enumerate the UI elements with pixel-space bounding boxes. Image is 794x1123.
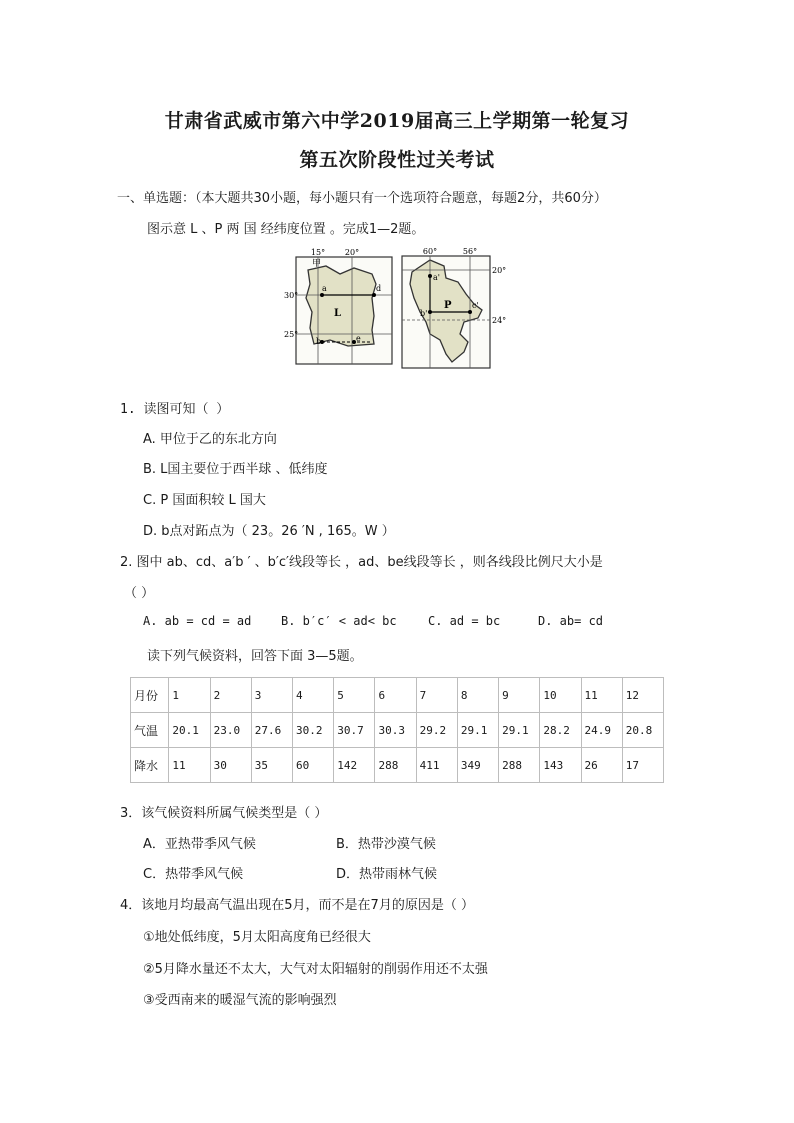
q3-option-a: A．亚热带季风气候 xyxy=(143,837,256,852)
q2-stem-cont: （ ） xyxy=(124,586,155,601)
map-right-lon-56: 56° xyxy=(462,247,478,256)
table-cell: 143 xyxy=(540,748,581,783)
table-cell: 30.3 xyxy=(375,713,416,748)
q1-2-intro: 图示意 L 、P 两 国 经纬度位置 。完成1—2题。 xyxy=(147,222,425,237)
q2-option-d: D. ab= cd xyxy=(538,614,604,628)
table-cell: 142 xyxy=(334,748,375,783)
map-left-lat-25: 25° xyxy=(284,330,299,339)
q3-5-intro: 读下列气候资料，回答下面 3—5题。 xyxy=(147,649,363,664)
table-cell: 349 xyxy=(457,748,498,783)
table-cell: 1 xyxy=(169,678,210,713)
page-title-line1: 甘肃省武威市第六中学2019届高三上学期第一轮复习 xyxy=(164,110,630,132)
map-right-lat-20: 20° xyxy=(492,266,507,275)
q2-option-c: C. ad = bc xyxy=(428,614,501,628)
table-cell: 7 xyxy=(416,678,457,713)
q3-option-c: C．热带季风气候 xyxy=(143,867,244,882)
map-right-lon-60: 60° xyxy=(422,247,438,256)
table-cell: 29.2 xyxy=(416,713,457,748)
table-cell: 10 xyxy=(540,678,581,713)
table-cell: 30.2 xyxy=(293,713,334,748)
map-left-label-a: a xyxy=(322,284,327,293)
table-cell: 29.1 xyxy=(499,713,540,748)
table-cell: 9 xyxy=(499,678,540,713)
q3-stem: 3．该气候资料所属气候类型是（ ） xyxy=(120,806,328,821)
table-cell: 8 xyxy=(457,678,498,713)
q2-option-a: A. ab = cd = ad xyxy=(143,614,252,628)
table-row xyxy=(131,713,664,748)
q2-stem: 2. 图中 ab、cd、a′b ′ 、b′c′线段等长 ，ad、be线段等长 ，则各线段比例尺大小是 xyxy=(120,555,603,570)
table-cell: 30 xyxy=(210,748,251,783)
map-right xyxy=(400,244,510,372)
table-cell: 27.6 xyxy=(251,713,292,748)
climate-table xyxy=(130,677,664,783)
table-cell: 4 xyxy=(293,678,334,713)
map-right-label-a: a' xyxy=(433,273,440,282)
table-cell: 24.9 xyxy=(581,713,622,748)
q1-stem: 1. 读图可知（ ） xyxy=(120,402,230,417)
q3-option-b: B．热带沙漠气候 xyxy=(336,837,436,852)
q4-item-3: ③受西南来的暖湿气流的影响强烈 xyxy=(143,993,337,1008)
table-row xyxy=(131,748,664,783)
table-cell: 3 xyxy=(251,678,292,713)
table-cell: 气温 xyxy=(131,713,169,748)
map-left-lat-30: 30° xyxy=(284,291,299,300)
map-left-label-jia: 甲 xyxy=(312,259,322,269)
map-left-label-e: e xyxy=(356,334,361,343)
table-row xyxy=(131,678,664,713)
table-cell: 288 xyxy=(375,748,416,783)
table-cell: 2 xyxy=(210,678,251,713)
q1-option-a: A. 甲位于乙的东北方向 xyxy=(143,432,277,447)
map-left xyxy=(276,246,396,370)
map-right-label-c: c' xyxy=(472,301,479,310)
table-cell: 6 xyxy=(375,678,416,713)
table-cell: 35 xyxy=(251,748,292,783)
map-left-label-b: b xyxy=(316,337,322,346)
q3-option-d: D．热带雨林气候 xyxy=(336,867,438,882)
table-cell: 月份 xyxy=(131,678,169,713)
q2-option-b: B. b′c′ < ad< bc xyxy=(281,614,397,628)
page-title-line2: 第五次阶段性过关考试 xyxy=(299,149,495,171)
table-cell: 29.1 xyxy=(457,713,498,748)
table-cell: 288 xyxy=(499,748,540,783)
table-cell: 20.8 xyxy=(622,713,663,748)
table-cell: 23.0 xyxy=(210,713,251,748)
table-cell: 28.2 xyxy=(540,713,581,748)
table-cell: 30.7 xyxy=(334,713,375,748)
q4-item-2: ②5月降水量还不太大，大气对太阳辐射的削弱作用还不太强 xyxy=(143,962,488,977)
table-cell: 5 xyxy=(334,678,375,713)
table-cell: 60 xyxy=(293,748,334,783)
table-cell: 11 xyxy=(169,748,210,783)
table-cell: 降水 xyxy=(131,748,169,783)
q4-stem: 4．该地月均最高气温出现在5月，而不是在7月的原因是（ ） xyxy=(120,898,474,913)
map-left-lon-15: 15° xyxy=(310,248,326,257)
q4-item-1: ①地处低纬度，5月太阳高度角已经很大 xyxy=(143,930,371,945)
map-right-label-P: P xyxy=(444,300,452,311)
table-cell: 17 xyxy=(622,748,663,783)
table-cell: 411 xyxy=(416,748,457,783)
q1-option-c: C. P 国面积较 L 国大 xyxy=(143,493,266,508)
section-heading: 一、单选题：（本大题共30小题，每小题只有一个选项符合题意，每题2分，共60分） xyxy=(117,191,607,206)
q1-option-d: D. b点对跖点为（ 23。26 ′N , 165。W ） xyxy=(143,524,395,539)
table-cell: 20.1 xyxy=(169,713,210,748)
map-left-lon-20: 20° xyxy=(344,248,360,257)
map-left-label-L: L xyxy=(334,308,342,319)
q1-option-b: B. L国主要位于西半球 、低纬度 xyxy=(143,462,328,477)
table-cell: 11 xyxy=(581,678,622,713)
table-cell: 26 xyxy=(581,748,622,783)
map-right-lat-24: 24° xyxy=(492,316,507,325)
map-right-label-b: b' xyxy=(420,309,428,318)
map-left-label-d: d xyxy=(376,284,382,293)
table-cell: 12 xyxy=(622,678,663,713)
